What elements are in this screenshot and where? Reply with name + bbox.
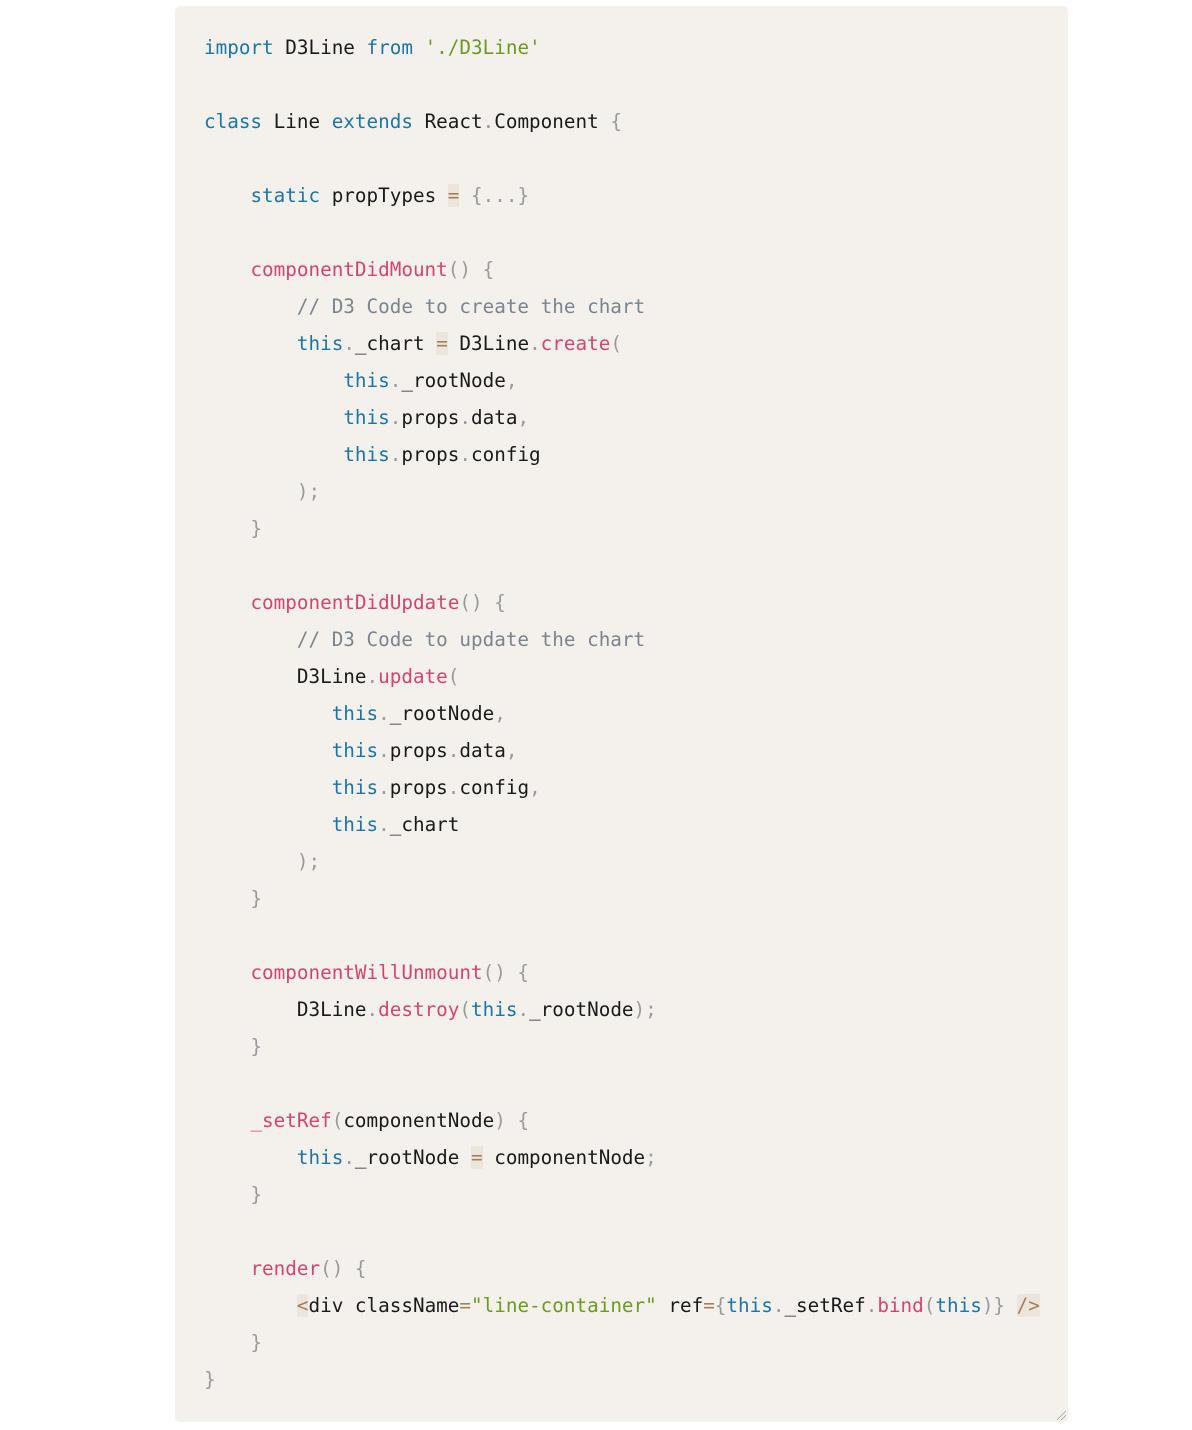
code-token: props (401, 443, 460, 466)
code-token: ( (923, 1294, 936, 1317)
code-token: {...} (471, 184, 530, 207)
resize-handle-icon[interactable] (1057, 1411, 1066, 1420)
code-line (204, 221, 1068, 258)
code-token: create (540, 332, 611, 355)
code-line (204, 295, 1068, 332)
code-token: destroy (378, 998, 460, 1021)
code-token (204, 1109, 250, 1132)
code-token: . (529, 332, 541, 355)
code-token: this (331, 776, 379, 799)
code-token: // D3 Code to update the chart (296, 628, 646, 651)
code-token (204, 295, 297, 318)
code-token (1005, 1294, 1017, 1317)
code-line (204, 628, 1068, 665)
code-token (204, 776, 332, 799)
code-token: update (378, 665, 448, 688)
code-token (204, 1035, 250, 1058)
code-token: ); (296, 480, 321, 503)
code-token: D3Line (447, 332, 530, 355)
code-token: } (250, 1183, 263, 1206)
code-token: = (459, 1294, 472, 1317)
code-token (204, 1294, 297, 1317)
code-token (204, 702, 332, 725)
code-token (204, 961, 250, 984)
code-token: . (482, 110, 495, 133)
code-token (204, 1146, 297, 1169)
code-token (204, 1183, 250, 1206)
code-token: = (447, 184, 460, 207)
code-token: } (250, 887, 263, 910)
code-token: this (331, 813, 379, 836)
code-line (204, 147, 1068, 184)
code-token: . (517, 998, 530, 1021)
code-line (204, 1331, 1068, 1368)
code-token: . (772, 1294, 785, 1317)
code-token: config (459, 776, 530, 799)
code-token (204, 258, 250, 281)
code-token: . (343, 332, 355, 355)
code-token: div className (308, 1294, 460, 1317)
code-line (204, 776, 1068, 813)
code-token: ( (331, 1109, 344, 1132)
code-line (204, 591, 1068, 628)
code-token: this (296, 332, 344, 355)
code-line (204, 1368, 1068, 1405)
code-token: . (459, 406, 472, 429)
code-token (204, 406, 343, 429)
code-token: . (378, 813, 390, 836)
code-token: React (412, 110, 483, 133)
code-token: . (366, 998, 379, 1021)
code-line (204, 998, 1068, 1035)
code-line (204, 1294, 1068, 1331)
code-token: . (447, 776, 460, 799)
code-line (204, 73, 1068, 110)
code-token (204, 1257, 250, 1280)
code-token: < (296, 1294, 309, 1317)
code-token: , (529, 776, 541, 799)
code-token: ( (459, 998, 472, 1021)
code-line (204, 665, 1068, 702)
code-token: this (331, 739, 379, 762)
code-line (204, 1109, 1068, 1146)
code-token: _setRef (784, 1294, 866, 1317)
code-token: componentWillUnmount (250, 961, 483, 984)
code-token: class (204, 110, 263, 133)
code-token: } (250, 517, 263, 540)
code-token: config (471, 443, 541, 466)
code-token: . (366, 665, 379, 688)
code-token: { (610, 110, 622, 133)
code-token: , (517, 406, 530, 429)
code-token: . (378, 739, 390, 762)
code-token: . (447, 739, 460, 762)
code-token: render (250, 1257, 321, 1280)
code-token: . (378, 702, 390, 725)
code-token: this (726, 1294, 773, 1317)
code-token: , (494, 702, 506, 725)
code-line (204, 850, 1068, 887)
code-token: D3Line (204, 998, 367, 1021)
code-token: _rootNode (354, 1146, 472, 1169)
code-token: this (331, 702, 379, 725)
code-token: this (471, 998, 518, 1021)
code-token (204, 1331, 250, 1354)
code-token: . (343, 1146, 355, 1169)
code-token: this (343, 406, 390, 429)
code-token: = (703, 1294, 715, 1317)
code-token: props (389, 776, 448, 799)
code-line (204, 702, 1068, 739)
code-token (204, 628, 297, 651)
code-line (204, 406, 1068, 443)
code-token: } (250, 1035, 263, 1058)
code-token: ) { (494, 1109, 530, 1132)
code-line (204, 480, 1068, 517)
code-token: _chart (389, 813, 460, 836)
code-line (204, 1257, 1068, 1294)
code-token: props (389, 739, 448, 762)
code-token: ref (656, 1294, 704, 1317)
code-token: . (865, 1294, 878, 1317)
code-line (204, 369, 1068, 406)
code-token: componentDidUpdate (250, 591, 460, 614)
code-token: static (250, 184, 321, 207)
code-token (204, 332, 297, 355)
code-token: } (204, 1368, 216, 1391)
code-token: props (401, 406, 460, 429)
code-token: () { (459, 591, 506, 614)
code-token: bind (877, 1294, 924, 1317)
code-token: . (459, 443, 472, 466)
code-token: ( (610, 332, 622, 355)
code-line (204, 813, 1068, 850)
code-line (204, 517, 1068, 554)
code-line (204, 110, 1068, 147)
code-line (204, 887, 1068, 924)
code-editor[interactable] (175, 6, 1068, 1422)
code-line (204, 739, 1068, 776)
code-token: componentNode (343, 1109, 495, 1132)
code-line (204, 924, 1068, 961)
code-token: ; (645, 1146, 657, 1169)
code-lines (204, 36, 1068, 1405)
code-token: D3Line (204, 665, 367, 688)
code-token: Component (494, 110, 611, 133)
code-token (204, 443, 343, 466)
code-token: data (471, 406, 518, 429)
code-token: _setRef (250, 1109, 332, 1132)
code-token: )} (981, 1294, 1006, 1317)
code-line (204, 1146, 1068, 1183)
code-token (204, 480, 297, 503)
code-token (204, 591, 250, 614)
code-token: extends (331, 110, 413, 133)
code-token: this (935, 1294, 982, 1317)
code-token: from (366, 36, 413, 59)
code-token (204, 517, 250, 540)
code-token: . (389, 443, 402, 466)
code-token: . (389, 369, 402, 392)
code-token: propTypes (320, 184, 448, 207)
code-token: = (436, 332, 448, 355)
code-token: () { (482, 961, 530, 984)
code-token: } (250, 1331, 263, 1354)
code-token: import (204, 36, 274, 59)
code-token: componentNode (482, 1146, 646, 1169)
code-line (204, 961, 1068, 998)
code-token: _rootNode (389, 702, 495, 725)
code-token: _rootNode (529, 998, 634, 1021)
code-token: . (389, 406, 402, 429)
code-token: "line-container" (471, 1294, 657, 1317)
code-token (204, 850, 297, 873)
code-token (459, 184, 471, 207)
code-token (413, 36, 425, 59)
code-line (204, 184, 1068, 221)
code-line (204, 554, 1068, 591)
code-token: './D3Line' (424, 36, 541, 59)
code-token: . (378, 776, 390, 799)
code-token: this (343, 369, 390, 392)
code-token: ); (633, 998, 657, 1021)
code-line (204, 1220, 1068, 1257)
code-token: /> (1016, 1294, 1040, 1317)
code-line (204, 1072, 1068, 1109)
code-token: () { (447, 258, 495, 281)
code-token: () { (320, 1257, 367, 1280)
code-token: ( (447, 665, 460, 688)
code-token: D3Line (273, 36, 367, 59)
code-token: componentDidMount (250, 258, 448, 281)
code-token: _rootNode (401, 369, 506, 392)
code-line (204, 36, 1068, 73)
code-line (204, 1183, 1068, 1220)
code-token: _chart (354, 332, 437, 355)
code-token: = (471, 1146, 483, 1169)
code-token: this (343, 443, 390, 466)
code-token: , (505, 739, 518, 762)
code-line (204, 258, 1068, 295)
code-token: this (296, 1146, 344, 1169)
code-token: // D3 Code to create the chart (296, 295, 646, 318)
code-token (204, 739, 332, 762)
code-line (204, 1035, 1068, 1072)
code-token: { (714, 1294, 727, 1317)
code-token: data (459, 739, 506, 762)
code-token: ); (296, 850, 321, 873)
code-token (204, 184, 250, 207)
code-token: Line (262, 110, 332, 133)
code-token: , (505, 369, 518, 392)
code-line (204, 443, 1068, 480)
code-token (204, 813, 332, 836)
code-token (204, 369, 343, 392)
code-line (204, 332, 1068, 369)
code-token (204, 887, 250, 910)
